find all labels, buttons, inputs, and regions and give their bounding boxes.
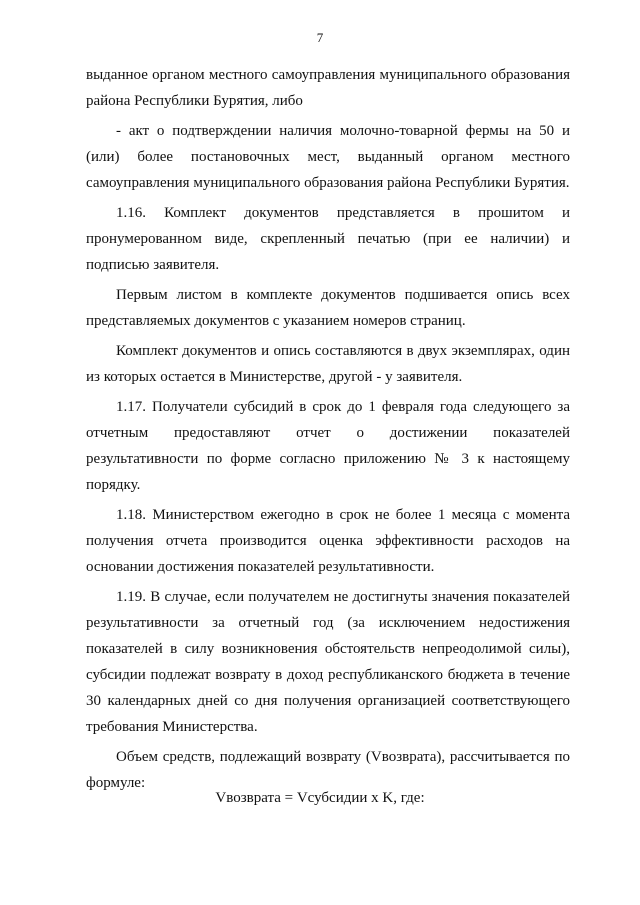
paragraph-refund-volume: Объем средств, подлежащий возврату (Vвозврата), рассчитывается по формуле: bbox=[86, 749, 570, 791]
paragraph-1-18: 1.18. Министерством ежегодно в срок не более 1 месяца с момента получения отчета производится оценка эффективности расходов на основании достижения показателей результативности. bbox=[86, 507, 570, 575]
refund-formula: Vвозврата = Vсубсидии x K, где: bbox=[215, 790, 425, 806]
paragraph-1-16: 1.16. Комплект документов представляется в прошитом и пронумерованном виде, скрепленный печатью (при ее наличии) и подписью заявителя. bbox=[86, 205, 570, 273]
paragraph-1-19: 1.19. В случае, если получателем не достигнуты значения показателей результативности за отчетный год (за исключением недостижения показателей в силу возникновения обстоятельств непреодолимой силы), субсидии подлежат возврату в доход республиканского бюджета в течение 30 календарных дней со дня получения организацией соответствующего требования Министерства. bbox=[86, 589, 570, 735]
paragraph-act-confirmation: - акт о подтверждении наличия молочно-товарной фермы на 50 и (или) более постановочных мест, выданный органом местного самоуправления муниципального образования района Республики Бурятия. bbox=[86, 123, 570, 191]
paragraph-two-copies: Комплект документов и опись составляются в двух экземплярах, один из которых остается в Министерстве, другой - у заявителя. bbox=[86, 343, 570, 385]
paragraph-1-17: 1.17. Получатели субсидий в срок до 1 февраля года следующего за отчетным предоставляют отчет о достижении показателей результативности по форме согласно приложению № 3 к настоящему порядку. bbox=[86, 399, 570, 493]
paragraph-first-sheet: Первым листом в комплекте документов подшивается опись всех представляемых документов с указанием номеров страниц. bbox=[86, 287, 570, 329]
document-body bbox=[86, 62, 570, 800]
paragraph-continuation: выданное органом местного самоуправления муниципального образования района Республики Бурятия, либо bbox=[86, 67, 570, 109]
page-number: 7 bbox=[316, 30, 324, 45]
